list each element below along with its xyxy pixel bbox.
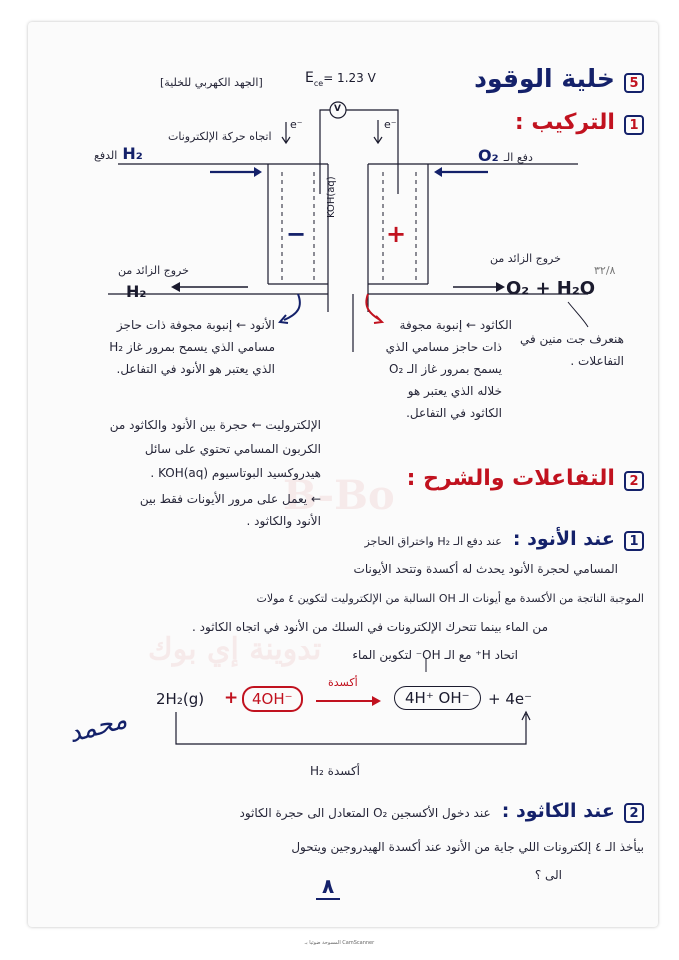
cathode-note-2: ذات حاجز مسامي الذي [385, 340, 502, 354]
electron-symbol-right: e⁻ [384, 118, 397, 131]
cathode-note-1: الكاثود ← إنبوبة مجوفة [399, 318, 512, 332]
cathode-sign: + [386, 220, 407, 248]
eq-reactant: 2H₂(g) [156, 690, 205, 708]
watermark-channel: تدوينة إي بوك [148, 632, 322, 667]
electrolyte-note-4: ← يعمل على مرور الأيونات فقط بين [139, 492, 321, 506]
page-marker: ٣٢/٨ [594, 264, 616, 277]
left-exit-gas: H₂ [126, 282, 147, 301]
reactions-note-2: التفاعلات . [570, 354, 624, 368]
cathode-note-3: يسمح بمرور غاز الـ O₂ [389, 362, 502, 376]
h2-inlet-label: الدفع H₂ [94, 144, 143, 163]
anode-text-3: الموجبة الناتجة من الأكسدة مع أيونات الـ OH السالبة من الإلكتروليت لتكوين ٤ مولات [256, 592, 644, 605]
anode-heading: عند دفع الـ H₂ واختراق الحاجز عند الأنود : 1 [364, 528, 644, 551]
cathode-heading: عند دخول الأكسجين O₂ المتعادل الى حجرة الكاثود عند الكاثود : 2 [240, 800, 644, 823]
eq-bracket [28, 22, 658, 782]
electron-symbol-left: e⁻ [290, 118, 303, 131]
anode-text-5: اتحاد H⁺ مع الـ OH⁻ لتكوين الماء [352, 648, 518, 662]
scanner-footer: المسوحة ضوئيا بـ CamScanner [304, 940, 375, 946]
cathode-text-3: الى ؟ [534, 868, 562, 882]
section-title: خلية الوقود 5 [474, 64, 644, 93]
anode-sign: − [286, 220, 307, 248]
eq-hydroxide: 4OH⁻ [242, 686, 303, 712]
anode-text-2: المسامي لحجرة الأنود يحدث له أكسدة وتتحد الأيونات [353, 562, 618, 576]
reactions-note-1: هنعرف جت منين في [520, 332, 624, 346]
electron-direction-label: اتجاه حركة الإلكترونات [168, 130, 272, 143]
eq-plus: + [224, 688, 239, 708]
cathode-text-2: بيأخذ الـ ٤ إلكترونات اللي جاية من الأنود عند أكسدة الهيدروجين ويتحول [291, 840, 644, 854]
voltage-formula: $E_{ce}= 1.23$ V [305, 70, 376, 88]
electrolyte-note-5: الأنود والكاثود . [246, 514, 321, 528]
composition-heading: التركيب : 1 [515, 110, 644, 135]
reactions-heading: التفاعلات والشرح : 2 [407, 466, 644, 491]
page-number: ٨ [316, 874, 340, 900]
eq-electrons: + 4e⁻ [488, 690, 533, 708]
cathode-note-4: خلاله الذي يعتبر هو [407, 384, 502, 398]
electrolyte-note-1: الإلكتروليت ← حجرة بين الأنود والكاثود من [109, 418, 321, 432]
left-exit-label: خروج الزائد من [118, 264, 189, 277]
anode-note-1: الأنود ← إنبوبة مجوفة ذات حاجز [116, 318, 275, 332]
electrolyte-note-3: هيدروكسيد البوتاسيوم KOH(aq) . [150, 466, 321, 480]
anode-text-4: من الماء بينما تتحرك الإلكترونات في السلك من الأنود في اتجاه الكاثود . [192, 620, 548, 634]
eq-bracket-label: أكسدة H₂ [310, 764, 360, 778]
electrolyte-label: KOH(aq) [326, 176, 337, 218]
electrolyte-note-2: الكربون المسامي تحتوي على سائل [144, 442, 321, 456]
cathode-note-5: الكاثود في التفاعل. [406, 406, 502, 420]
voltmeter-label: V [334, 104, 341, 114]
right-exit-gas: O₂ + H₂O [506, 278, 596, 299]
signature: محمد [65, 704, 131, 750]
right-exit-label: خروج الزائد من [490, 252, 561, 265]
watermark-brand: B-Bo [283, 472, 395, 519]
o2-inlet-label: O₂ دفع الـ [478, 146, 533, 165]
anode-note-2: مسامي الذي يسمح بمرور غاز H₂ [109, 340, 275, 354]
anode-note-3: الذي يعتبر هو الأنود في التفاعل. [116, 362, 275, 376]
voltage-label: [الجهد الكهربي للخلية] [160, 76, 263, 89]
eq-arrow-label: أكسدة [328, 676, 358, 689]
eq-product: 4H⁺ OH⁻ [394, 686, 481, 710]
document-page [28, 22, 658, 927]
